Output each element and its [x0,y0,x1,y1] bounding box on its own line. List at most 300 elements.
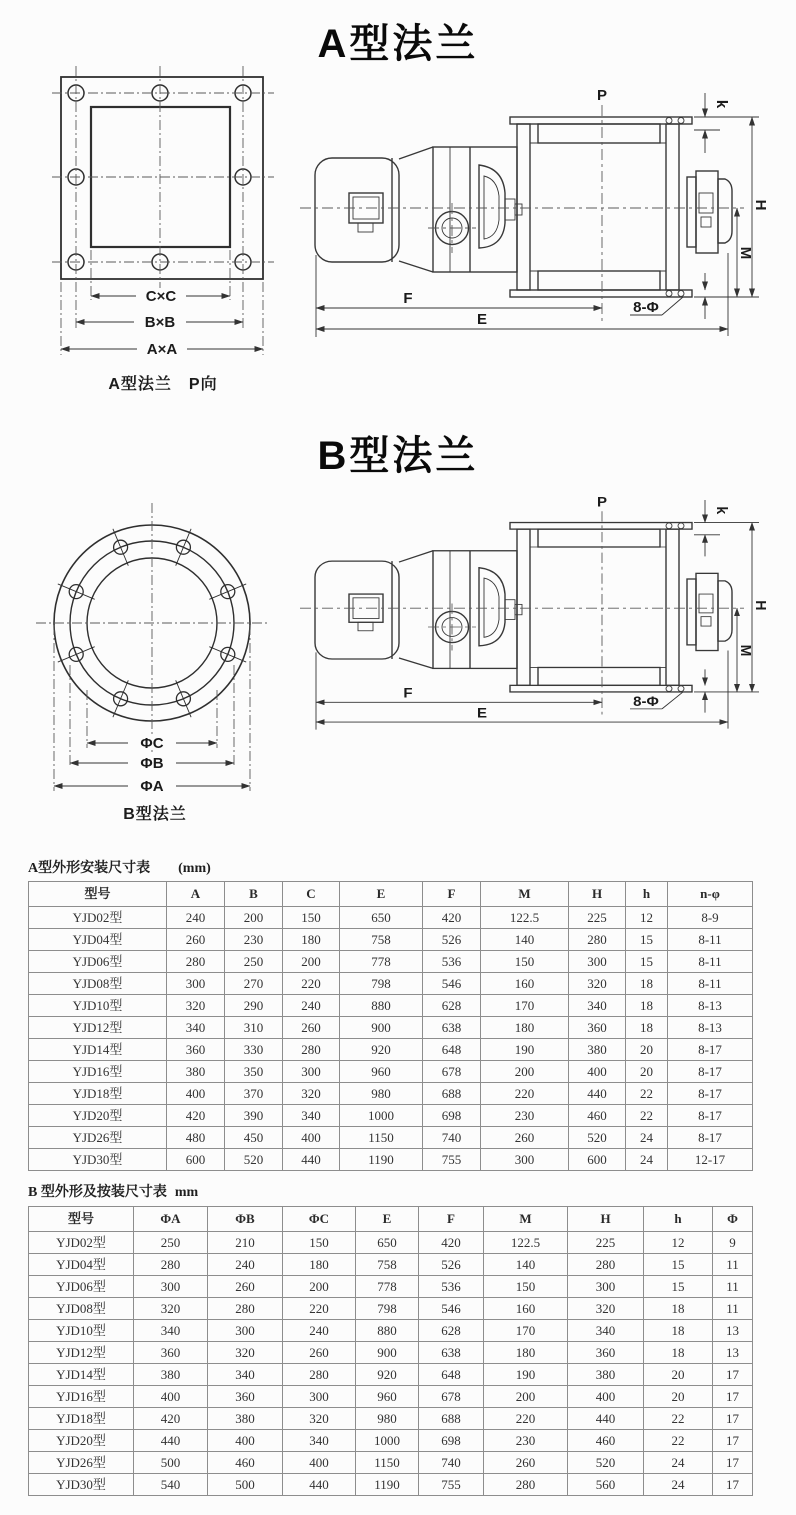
value-cell: 300 [134,1276,208,1298]
value-cell: 546 [419,1298,484,1320]
value-cell: 798 [340,973,423,995]
value-cell: 22 [644,1430,713,1452]
value-cell: 880 [356,1320,419,1342]
machine-side-view-drawing [300,483,796,803]
value-cell: 400 [568,1386,644,1408]
value-cell: 320 [283,1083,340,1105]
dim-label-holes: 8-Φ [633,299,659,316]
machine-outline [315,523,732,692]
value-cell: 400 [283,1127,340,1149]
value-cell: 480 [167,1127,225,1149]
dim-label-holes: 8-Φ [633,694,659,710]
value-cell: 9 [713,1232,753,1254]
flange-a-front-drawing [48,60,278,410]
value-cell: 960 [356,1386,419,1408]
table-row [29,951,753,973]
table-row [29,1083,753,1105]
value-cell: 320 [134,1298,208,1320]
value-cell: 210 [208,1232,283,1254]
value-cell: 160 [481,973,569,995]
value-cell: 420 [419,1232,484,1254]
value-cell: 400 [283,1452,356,1474]
dim-label-e: E [477,705,487,722]
value-cell: 380 [134,1364,208,1386]
value-cell: 340 [167,1017,225,1039]
flange-b-front-drawing [30,495,280,805]
value-cell: 8-13 [668,995,753,1017]
value-cell: 280 [134,1254,208,1276]
flange-b-caption: B型法兰 [123,806,187,823]
value-cell: 360 [568,1342,644,1364]
value-cell: 380 [167,1061,225,1083]
value-cell: 698 [423,1105,481,1127]
value-cell: 220 [283,973,340,995]
dim-label-phia: ΦA [140,778,164,795]
section-b-title: B型法兰 [317,434,479,478]
value-cell: 290 [225,995,283,1017]
value-cell: 755 [419,1474,484,1496]
value-cell: 420 [167,1105,225,1127]
value-cell: 400 [569,1061,626,1083]
value-cell: 180 [481,1017,569,1039]
value-cell: 22 [644,1408,713,1430]
value-cell: 11 [713,1276,753,1298]
value-cell: 698 [419,1430,484,1452]
section-a-title: A型法兰 [317,22,479,66]
model-cell: YJD26型 [29,1127,167,1149]
value-cell: 440 [283,1474,356,1496]
column-header: n-φ [668,882,753,907]
value-cell: 340 [208,1364,283,1386]
value-cell: 300 [568,1276,644,1298]
dim-label-f: F [403,290,413,307]
value-cell: 160 [484,1298,568,1320]
value-cell: 520 [568,1452,644,1474]
model-cell: YJD18型 [29,1408,134,1430]
value-cell: 440 [134,1430,208,1452]
value-cell: 370 [225,1083,283,1105]
machine-b-drawing-host [300,483,796,803]
value-cell: 600 [167,1149,225,1171]
value-cell: 320 [208,1342,283,1364]
value-cell: 190 [484,1364,568,1386]
column-header: ΦA [134,1207,208,1232]
flange-a-outline [61,77,263,279]
value-cell: 320 [569,973,626,995]
model-cell: YJD04型 [29,929,167,951]
dim-label-phib: ΦB [140,755,164,772]
table-b-title [28,1181,198,1201]
column-header: M [481,882,569,907]
value-cell: 920 [356,1364,419,1386]
value-cell: 300 [167,973,225,995]
value-cell: 758 [356,1254,419,1276]
value-cell: 638 [423,1017,481,1039]
value-cell: 520 [569,1127,626,1149]
value-cell: 17 [713,1452,753,1474]
column-header: E [340,882,423,907]
model-cell: YJD16型 [29,1061,167,1083]
value-cell: 500 [208,1474,283,1496]
value-cell: 280 [568,1254,644,1276]
value-cell: 13 [713,1320,753,1342]
column-header: H [569,882,626,907]
value-cell: 280 [208,1298,283,1320]
table-b-dimensions [28,1206,753,1496]
value-cell: 440 [569,1083,626,1105]
value-cell: 400 [208,1430,283,1452]
model-cell: YJD30型 [29,1474,134,1496]
column-header: 型号 [29,882,167,907]
value-cell: 340 [283,1105,340,1127]
value-cell: 320 [568,1298,644,1320]
value-cell: 628 [423,995,481,1017]
value-cell: 280 [167,951,225,973]
model-cell: YJD12型 [29,1342,134,1364]
value-cell: 20 [644,1364,713,1386]
value-cell: 8-13 [668,1017,753,1039]
value-cell: 1190 [340,1149,423,1171]
value-cell: 22 [626,1083,668,1105]
value-cell: 420 [423,907,481,929]
value-cell: 380 [208,1408,283,1430]
value-cell: 980 [340,1083,423,1105]
value-cell: 540 [134,1474,208,1496]
value-cell: 170 [484,1320,568,1342]
value-cell: 250 [225,951,283,973]
value-cell: 330 [225,1039,283,1061]
table-row [29,1474,753,1496]
value-cell: 778 [356,1276,419,1298]
value-cell: 20 [626,1061,668,1083]
model-cell: YJD30型 [29,1149,167,1171]
value-cell: 17 [713,1474,753,1496]
value-cell: 260 [167,929,225,951]
model-cell: YJD06型 [29,1276,134,1298]
value-cell: 8-11 [668,929,753,951]
value-cell: 740 [423,1127,481,1149]
value-cell: 648 [419,1364,484,1386]
value-cell: 18 [626,1017,668,1039]
model-cell: YJD02型 [29,1232,134,1254]
value-cell: 240 [208,1254,283,1276]
value-cell: 560 [568,1474,644,1496]
value-cell: 260 [481,1127,569,1149]
value-cell: 648 [423,1039,481,1061]
value-cell: 17 [713,1430,753,1452]
value-cell: 24 [626,1149,668,1171]
table-row [29,1017,753,1039]
model-cell: YJD14型 [29,1364,134,1386]
value-cell: 122.5 [484,1232,568,1254]
value-cell: 420 [134,1408,208,1430]
table-b-unit: mm [174,1185,199,1200]
model-cell: YJD18型 [29,1083,167,1105]
value-cell: 280 [484,1474,568,1496]
value-cell: 628 [419,1320,484,1342]
value-cell: 150 [283,1232,356,1254]
flange-a-caption: A型法兰 P向 [108,376,218,393]
value-cell: 755 [423,1149,481,1171]
column-header: F [423,882,481,907]
bolt-holes [68,85,251,270]
value-cell: 740 [419,1452,484,1474]
table-row [29,907,753,929]
column-header: C [283,882,340,907]
table-row [29,1430,753,1452]
value-cell: 688 [419,1408,484,1430]
table-row [29,1276,753,1298]
center-lines [52,66,274,355]
value-cell: 500 [134,1452,208,1474]
value-cell: 150 [481,951,569,973]
value-cell: 8-17 [668,1127,753,1149]
value-cell: 688 [423,1083,481,1105]
value-cell: 220 [481,1083,569,1105]
value-cell: 260 [484,1452,568,1474]
value-cell: 140 [481,929,569,951]
value-cell: 536 [419,1276,484,1298]
value-cell: 340 [283,1430,356,1452]
model-cell: YJD08型 [29,973,167,995]
machine-side-view-drawing [300,75,796,415]
value-cell: 15 [626,929,668,951]
value-cell: 340 [568,1320,644,1342]
table-a-title-text: A型外形安装尺寸表 [28,861,151,876]
value-cell: 8-17 [668,1083,753,1105]
value-cell: 180 [283,1254,356,1276]
column-header: M [484,1207,568,1232]
value-cell: 350 [225,1061,283,1083]
value-cell: 546 [423,973,481,995]
value-cell: 8-9 [668,907,753,929]
value-cell: 980 [356,1408,419,1430]
value-cell: 20 [644,1386,713,1408]
table-a-title [28,857,211,877]
value-cell: 678 [419,1386,484,1408]
table-row [29,1061,753,1083]
value-cell: 8-11 [668,951,753,973]
value-cell: 260 [283,1017,340,1039]
model-cell: YJD10型 [29,995,167,1017]
value-cell: 280 [283,1039,340,1061]
value-cell: 798 [356,1298,419,1320]
value-cell: 240 [167,907,225,929]
value-cell: 300 [569,951,626,973]
value-cell: 12 [644,1232,713,1254]
value-cell: 15 [626,951,668,973]
value-cell: 18 [644,1320,713,1342]
column-header: F [419,1207,484,1232]
model-cell: YJD06型 [29,951,167,973]
value-cell: 400 [134,1386,208,1408]
value-cell: 900 [356,1342,419,1364]
machine-a-drawing-host [300,75,796,415]
value-cell: 440 [283,1149,340,1171]
table-row [29,1342,753,1364]
table-row [29,1039,753,1061]
table-row [29,929,753,951]
value-cell: 960 [340,1061,423,1083]
value-cell: 460 [568,1430,644,1452]
value-cell: 22 [626,1105,668,1127]
value-cell: 1190 [356,1474,419,1496]
dim-label-p: P [597,494,607,511]
table-row [29,1298,753,1320]
value-cell: 11 [713,1298,753,1320]
dim-label-bxb: B×B [144,314,176,331]
value-cell: 320 [167,995,225,1017]
value-cell: 200 [283,1276,356,1298]
dim-label-f: F [403,685,413,702]
value-cell: 526 [423,929,481,951]
value-cell: 17 [713,1386,753,1408]
value-cell: 380 [569,1039,626,1061]
value-cell: 24 [644,1452,713,1474]
table-row [29,1254,753,1276]
table-row [29,995,753,1017]
value-cell: 280 [283,1364,356,1386]
value-cell: 300 [283,1061,340,1083]
model-cell: YJD14型 [29,1039,167,1061]
header-row [29,882,753,907]
table-row [29,1127,753,1149]
value-cell: 220 [484,1408,568,1430]
value-cell: 240 [283,1320,356,1342]
table-row [29,1149,753,1171]
value-cell: 920 [340,1039,423,1061]
model-cell: YJD02型 [29,907,167,929]
value-cell: 360 [208,1386,283,1408]
value-cell: 240 [283,995,340,1017]
table-row [29,1386,753,1408]
value-cell: 1150 [340,1127,423,1149]
value-cell: 400 [167,1083,225,1105]
value-cell: 250 [134,1232,208,1254]
table-row [29,1232,753,1254]
dim-label-k: k [713,99,730,109]
value-cell: 260 [208,1276,283,1298]
header-row [29,1207,753,1232]
value-cell: 12 [626,907,668,929]
value-cell: 880 [340,995,423,1017]
value-cell: 230 [225,929,283,951]
value-cell: 230 [484,1430,568,1452]
value-cell: 220 [283,1298,356,1320]
value-cell: 17 [713,1408,753,1430]
value-cell: 280 [569,929,626,951]
table-row [29,1364,753,1386]
value-cell: 8-11 [668,973,753,995]
value-cell: 200 [481,1061,569,1083]
column-header: h [626,882,668,907]
value-cell: 638 [419,1342,484,1364]
column-header: ΦC [283,1207,356,1232]
value-cell: 122.5 [481,907,569,929]
value-cell: 11 [713,1254,753,1276]
value-cell: 270 [225,973,283,995]
table-row [29,973,753,995]
table-row [29,1452,753,1474]
value-cell: 24 [626,1127,668,1149]
model-cell: YJD16型 [29,1386,134,1408]
model-cell: YJD04型 [29,1254,134,1276]
dim-label-e: E [476,311,488,328]
value-cell: 526 [419,1254,484,1276]
table-row [29,1320,753,1342]
model-cell: YJD26型 [29,1452,134,1474]
value-cell: 8-17 [668,1061,753,1083]
value-cell: 150 [283,907,340,929]
dim-label-m: M [737,246,754,260]
value-cell: 1000 [340,1105,423,1127]
value-cell: 18 [644,1342,713,1364]
value-cell: 1000 [356,1430,419,1452]
value-cell: 225 [569,907,626,929]
value-cell: 260 [283,1342,356,1364]
value-cell: 758 [340,929,423,951]
dim-label-h: H [752,199,769,211]
dim-label-m: M [736,644,754,657]
value-cell: 230 [481,1105,569,1127]
value-cell: 8-17 [668,1039,753,1061]
machine-outline [315,117,732,297]
value-cell: 8-17 [668,1105,753,1127]
value-cell: 180 [484,1342,568,1364]
value-cell: 678 [423,1061,481,1083]
value-cell: 380 [568,1364,644,1386]
model-cell: YJD10型 [29,1320,134,1342]
value-cell: 300 [481,1149,569,1171]
column-header: A [167,882,225,907]
model-cell: YJD20型 [29,1430,134,1452]
value-cell: 15 [644,1254,713,1276]
value-cell: 450 [225,1127,283,1149]
value-cell: 200 [484,1386,568,1408]
value-cell: 536 [423,951,481,973]
column-header: B [225,882,283,907]
value-cell: 650 [340,907,423,929]
model-cell: YJD08型 [29,1298,134,1320]
value-cell: 200 [283,951,340,973]
table-a-unit: (mm) [178,861,211,876]
dim-label-cxc: C×C [145,288,177,305]
dim-label-phic: ΦC [140,735,164,752]
value-cell: 12-17 [668,1149,753,1171]
table-a-dimensions [28,881,753,1171]
value-cell: 778 [340,951,423,973]
value-cell: 13 [713,1342,753,1364]
value-cell: 900 [340,1017,423,1039]
value-cell: 190 [481,1039,569,1061]
column-header: H [568,1207,644,1232]
value-cell: 650 [356,1232,419,1254]
value-cell: 24 [644,1474,713,1496]
value-cell: 200 [225,907,283,929]
column-header: E [356,1207,419,1232]
value-cell: 360 [569,1017,626,1039]
table-b-title-text: B 型外形及按装尺寸表 [28,1185,167,1200]
value-cell: 18 [626,995,668,1017]
value-cell: 360 [134,1342,208,1364]
value-cell: 170 [481,995,569,1017]
dim-label-p: P [596,87,608,104]
dim-label-k: k [712,506,730,515]
column-header: ΦB [208,1207,283,1232]
value-cell: 17 [713,1364,753,1386]
value-cell: 140 [484,1254,568,1276]
value-cell: 320 [283,1408,356,1430]
